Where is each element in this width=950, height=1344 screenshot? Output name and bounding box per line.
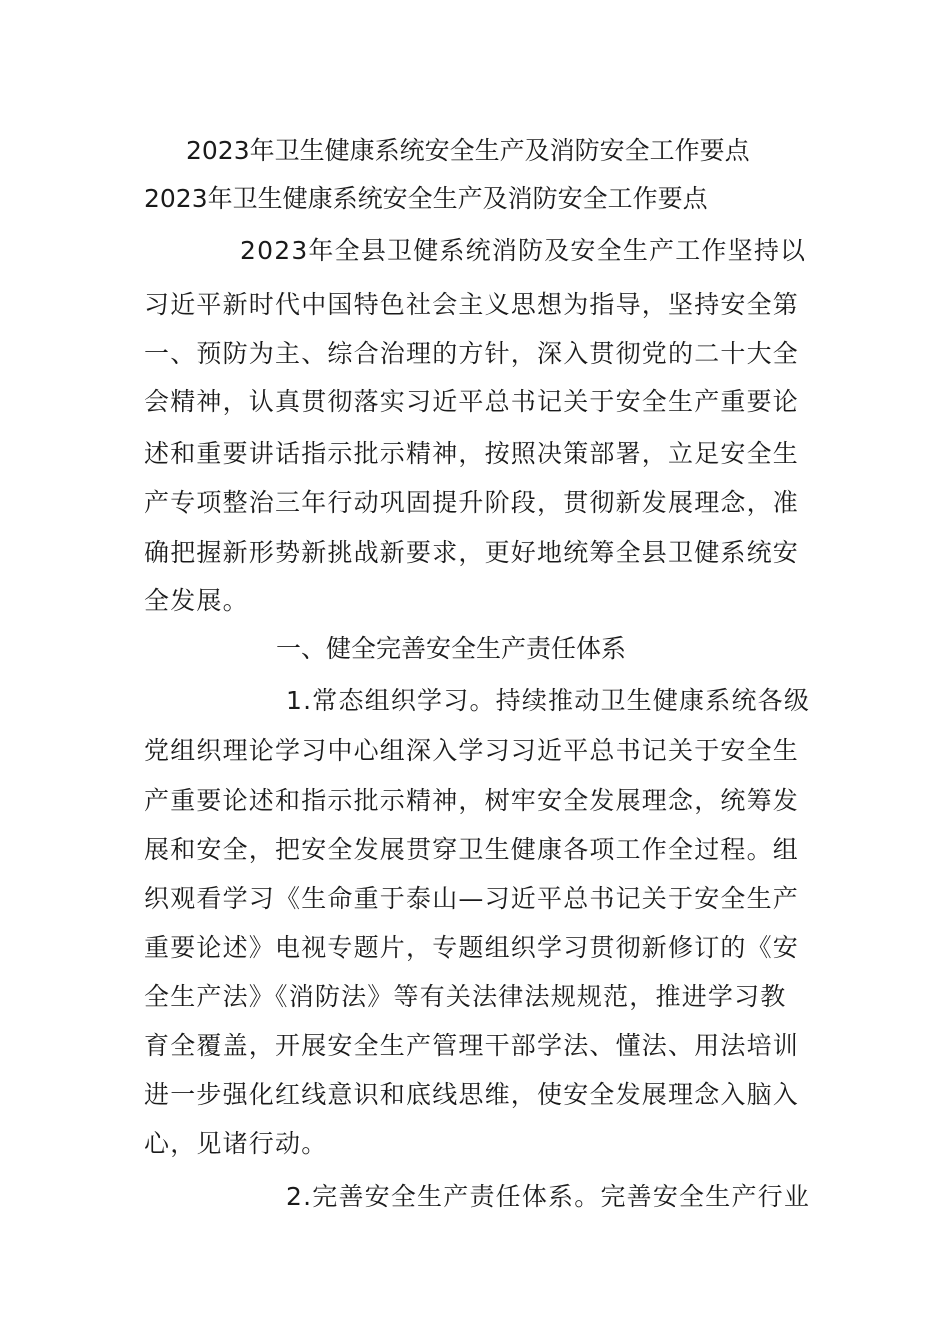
section-heading: 一、健全完善安全生产责任体系 <box>276 634 627 663</box>
intro-line: 会精神，认真贯彻落实习近平总书记关于安全生产重要论 <box>144 387 800 416</box>
item-line: 重要论述》电视专题片，专题组织学习贯彻新修订的《安 <box>144 933 800 962</box>
item-line: 育全覆盖，开展安全生产管理干部学法、懂法、用法培训 <box>144 1031 800 1060</box>
item-line: 织观看学习《生命重于泰山—习近平总书记关于安全生产 <box>144 884 800 913</box>
intro-line: 确把握新形势新挑战新要求，更好地统筹全县卫健系统安 <box>144 538 800 567</box>
item-line: 全生产法》《消防法》等有关法律法规规范，推进学习教 <box>144 982 787 1011</box>
intro-line: 述和重要讲话指示批示精神，按照决策部署，立足安全生 <box>144 439 800 468</box>
intro-line: 全发展。 <box>144 586 249 615</box>
item-line: 2.完善安全生产责任体系。完善安全生产行业 <box>286 1182 811 1211</box>
item-line: 展和安全，把安全发展贯穿卫生健康各项工作全过程。组 <box>144 835 800 864</box>
document-subtitle: 2023年卫生健康系统安全生产及消防安全工作要点 <box>144 184 708 213</box>
item-line: 产重要论述和指示批示精神，树牢安全发展理念，统筹发 <box>144 786 800 815</box>
intro-line: 2023年全县卫健系统消防及安全生产工作坚持以 <box>240 236 807 265</box>
intro-line: 习近平新时代中国特色社会主义思想为指导，坚持安全第 <box>144 290 800 319</box>
item-line: 党组织理论学习中心组深入学习习近平总书记关于安全生 <box>144 736 800 765</box>
intro-line: 一、预防为主、综合治理的方针，深入贯彻党的二十大全 <box>144 339 800 368</box>
intro-line: 产专项整治三年行动巩固提升阶段，贯彻新发展理念，准 <box>144 488 800 517</box>
document-title: 2023年卫生健康系统安全生产及消防安全工作要点 <box>186 136 750 165</box>
item-line: 心，见诸行动。 <box>144 1129 328 1158</box>
item-line: 1.常态组织学习。持续推动卫生健康系统各级 <box>286 686 811 715</box>
item-line: 进一步强化红线意识和底线思维，使安全发展理念入脑入 <box>144 1080 800 1109</box>
